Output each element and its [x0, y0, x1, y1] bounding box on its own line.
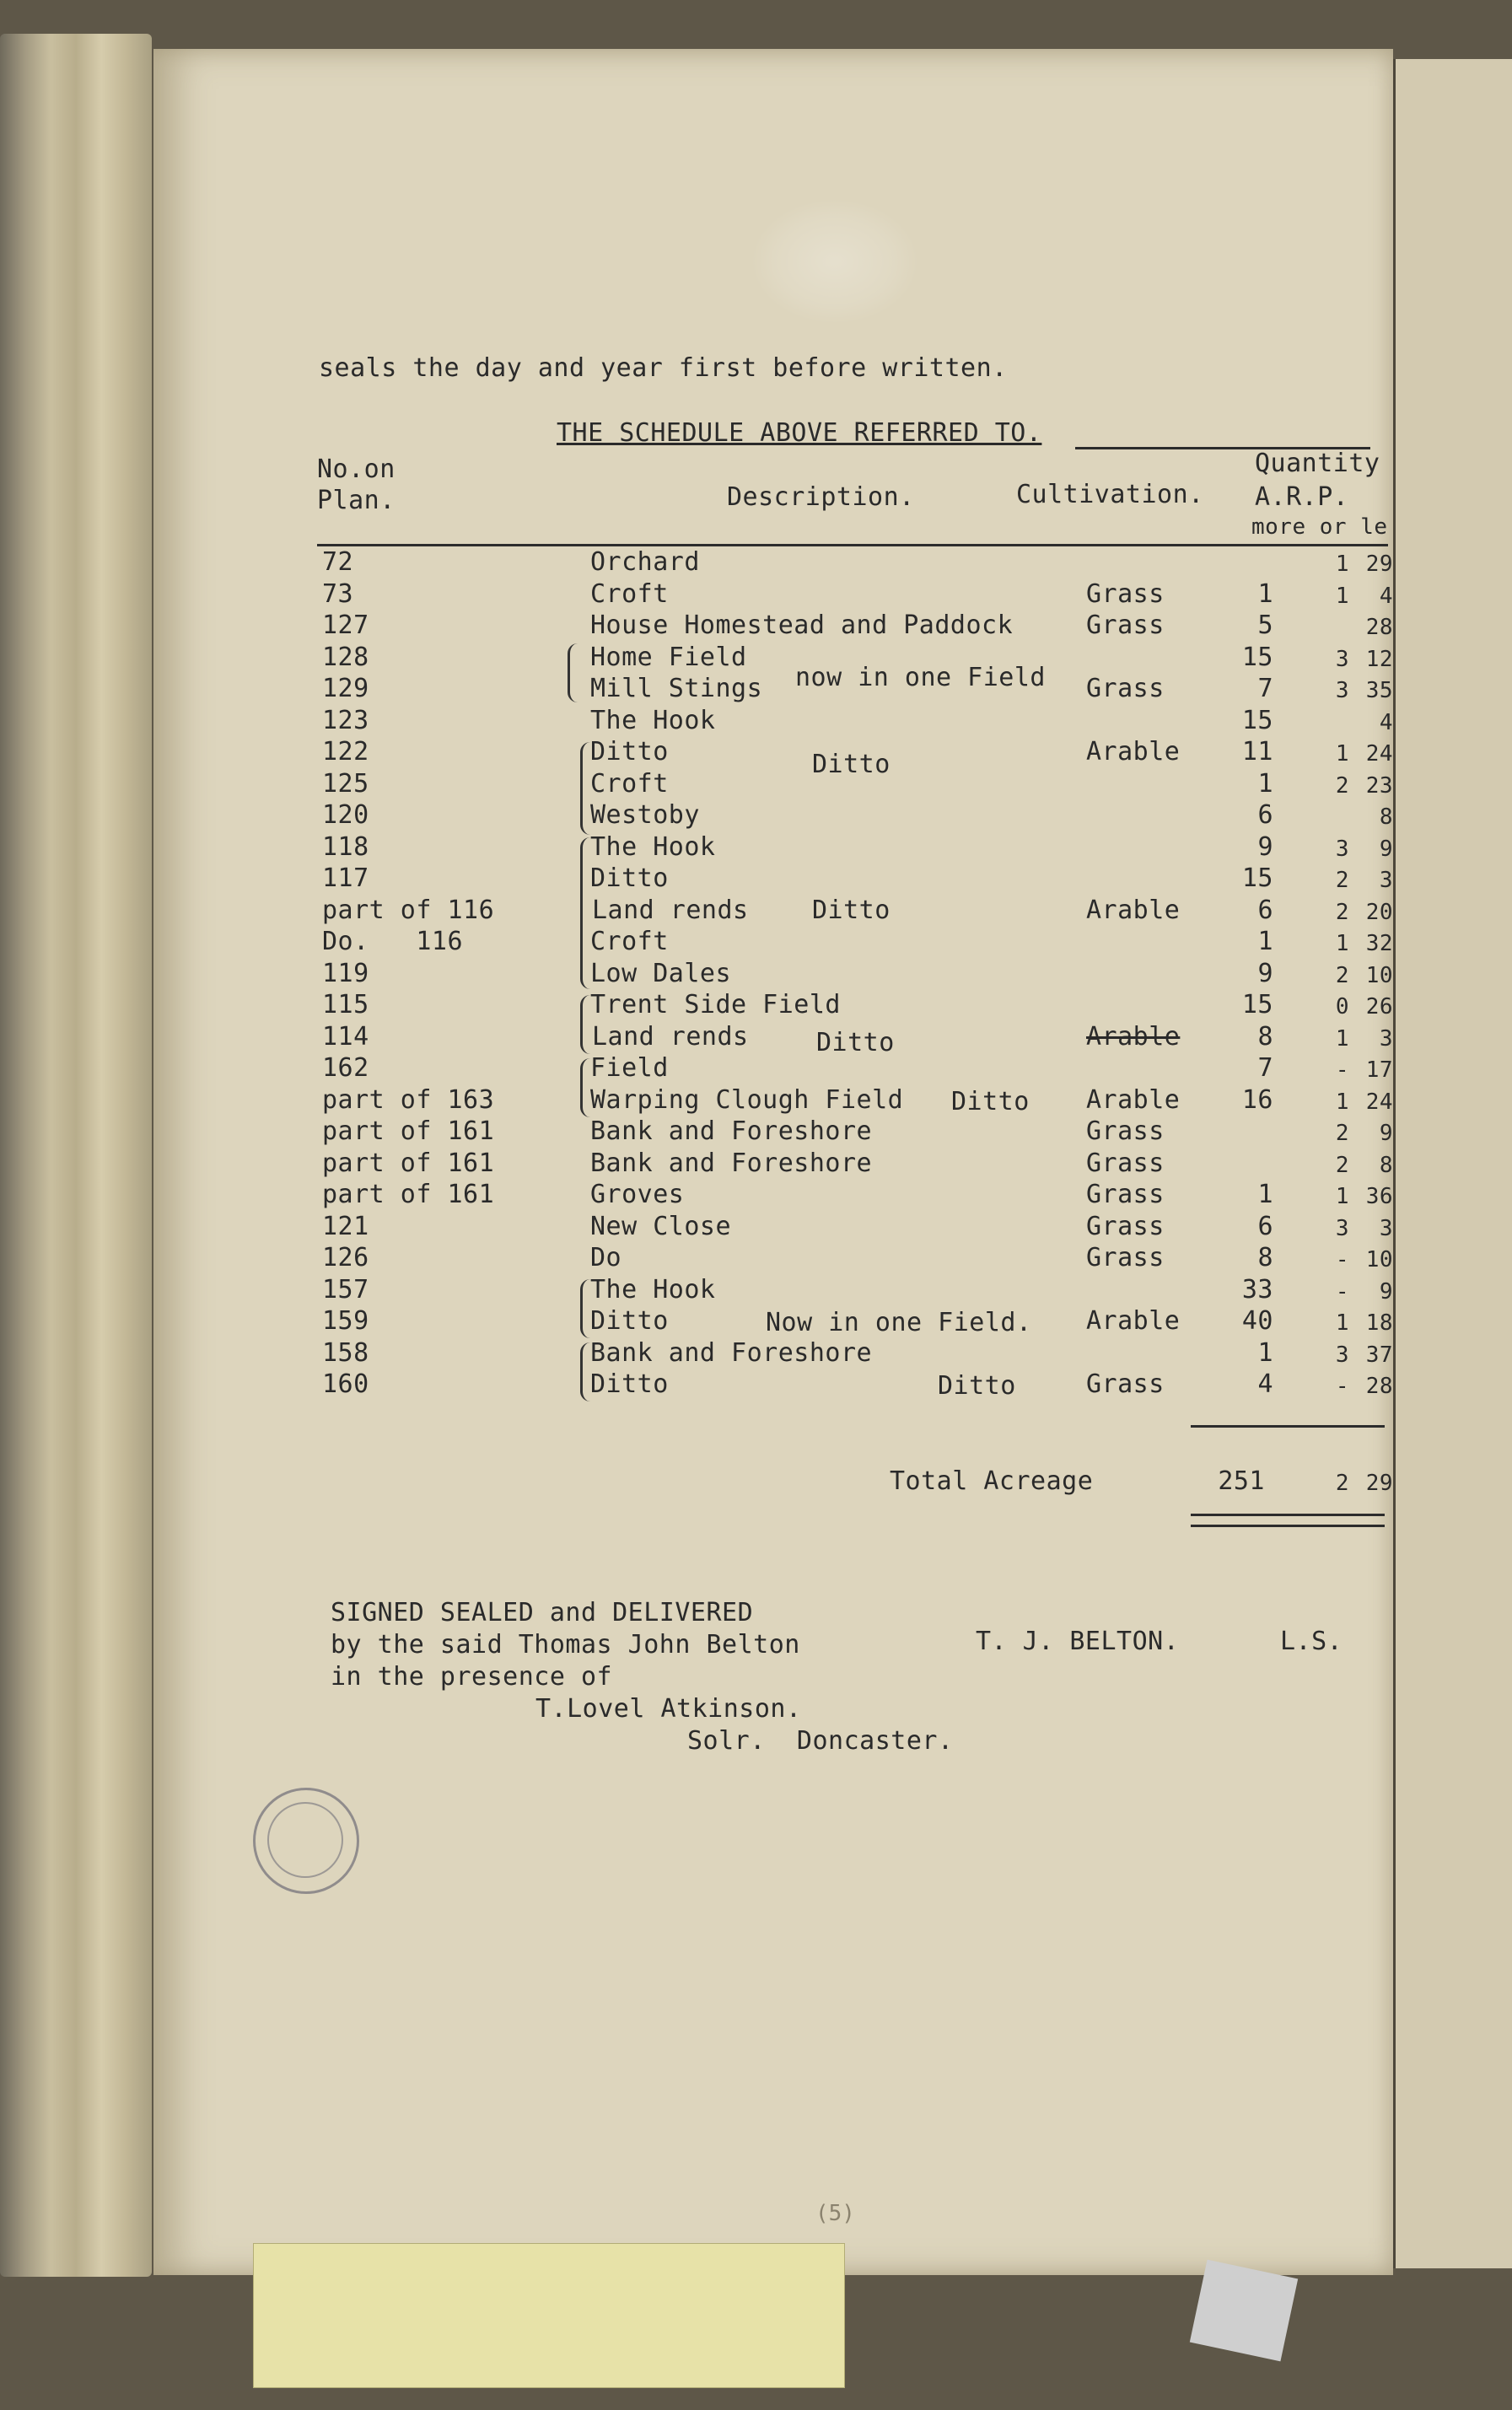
- row-acres: 1: [1257, 1180, 1273, 1209]
- row-acres: 9: [1257, 958, 1273, 988]
- row-perches: 4: [1379, 583, 1393, 609]
- registry-stamp-icon: [253, 1788, 359, 1894]
- signature-line-3: in the presence of: [331, 1662, 613, 1692]
- embossed-seal-icon: [751, 198, 919, 325]
- group-brace: [580, 995, 593, 1054]
- header-arp: A.R.P.: [1255, 482, 1349, 512]
- row-roods: -: [1335, 1057, 1349, 1083]
- row-plan-number: 128: [322, 642, 369, 672]
- total-top-rule: [1191, 1425, 1385, 1428]
- group-note: Now in one Field.: [766, 1308, 1032, 1337]
- row-perches: 23: [1365, 772, 1393, 799]
- header-quantity: Quantity: [1255, 449, 1380, 478]
- row-description: Croft: [590, 927, 669, 956]
- row-description: The Hook: [590, 705, 716, 735]
- row-description: Croft: [590, 768, 669, 799]
- row-perches: 20: [1365, 899, 1393, 925]
- row-cultivation: Grass: [1086, 1180, 1165, 1209]
- row-description: New Close: [590, 1211, 732, 1241]
- group-note: now in one Field: [795, 663, 1046, 692]
- row-roods: 1: [1335, 931, 1349, 956]
- row-plan-number: 125: [322, 768, 369, 799]
- row-description: Groves: [590, 1180, 685, 1209]
- row-acres: 4: [1257, 1369, 1273, 1399]
- witness-name: T.Lovel Atkinson.: [535, 1694, 802, 1724]
- row-perches: 17: [1365, 1057, 1393, 1083]
- row-perches: 9: [1379, 1121, 1393, 1146]
- row-perches: 36: [1365, 1184, 1393, 1209]
- row-roods: 0: [1335, 994, 1349, 1019]
- witness-role: Solr. Doncaster.: [687, 1726, 954, 1756]
- row-plan-number: 162: [322, 1053, 369, 1083]
- row-cultivation: Grass: [1086, 1211, 1165, 1241]
- row-description: Ditto: [590, 1306, 669, 1336]
- row-cultivation: Arable: [1086, 737, 1181, 767]
- row-perches: 28: [1365, 615, 1393, 640]
- row-perches: 8: [1379, 804, 1393, 830]
- header-plan: Plan.: [317, 486, 395, 515]
- row-acres: 15: [1241, 705, 1273, 735]
- row-description: Do: [590, 1243, 622, 1272]
- row-description: Bank and Foreshore: [590, 1116, 873, 1146]
- row-perches: 8: [1379, 1152, 1393, 1178]
- total-perches: 29: [1365, 1471, 1393, 1496]
- row-description: Trent Side Field: [590, 990, 841, 1019]
- row-description: Land rends: [592, 1021, 749, 1052]
- row-roods: 3: [1335, 678, 1349, 703]
- row-description: Land rends: [592, 895, 749, 925]
- row-description: Westoby: [590, 800, 700, 830]
- total-double-rule: [1191, 1525, 1385, 1527]
- row-plan-number: 117: [322, 863, 369, 893]
- total-roods: 2: [1335, 1471, 1349, 1496]
- row-acres: 6: [1257, 1211, 1273, 1241]
- row-roods: 1: [1335, 741, 1349, 767]
- row-plan-number: 127: [322, 611, 369, 640]
- row-perches: 4: [1379, 709, 1393, 735]
- row-plan-number: 118: [322, 831, 369, 862]
- row-acres: 16: [1241, 1084, 1273, 1115]
- row-description: The Hook: [590, 831, 716, 862]
- opening-line: seals the day and year first before written.: [319, 353, 1008, 383]
- bottom-paper-tab: [1190, 2260, 1298, 2362]
- row-plan-number: 126: [322, 1243, 369, 1272]
- group-note: Ditto: [951, 1087, 1030, 1116]
- row-perches: 29: [1365, 551, 1393, 577]
- row-acres: 9: [1257, 831, 1273, 862]
- row-perches: 9: [1379, 836, 1393, 862]
- row-description: Warping Clough Field: [590, 1084, 904, 1115]
- row-plan-number: part of 163: [322, 1084, 495, 1115]
- row-acres: 8: [1257, 1021, 1273, 1052]
- group-note: Ditto: [812, 750, 891, 779]
- row-acres: 7: [1257, 1053, 1273, 1083]
- row-roods: 1: [1335, 1310, 1349, 1336]
- row-description: Bank and Foreshore: [590, 1148, 873, 1178]
- row-acres: 40: [1241, 1306, 1273, 1336]
- row-plan-number: 123: [322, 705, 369, 735]
- group-brace: [580, 837, 593, 989]
- row-cultivation: Grass: [1086, 1116, 1165, 1146]
- row-cultivation: Arable: [1086, 895, 1181, 925]
- row-description: Ditto: [590, 737, 669, 767]
- row-description: Mill Stings: [590, 674, 763, 703]
- row-acres: 11: [1241, 737, 1273, 767]
- row-roods: -: [1335, 1247, 1349, 1272]
- row-cultivation: Arable: [1086, 1306, 1181, 1336]
- total-label: Total Acreage: [890, 1466, 1094, 1496]
- row-cultivation: Grass: [1086, 611, 1165, 640]
- row-acres: 8: [1257, 1243, 1273, 1272]
- row-acres: 15: [1241, 863, 1273, 893]
- signature-line-1: SIGNED SEALED and DELIVERED: [331, 1598, 754, 1627]
- row-perches: 32: [1365, 931, 1393, 956]
- row-perches: 3: [1379, 868, 1393, 893]
- row-plan-number: 122: [322, 737, 369, 767]
- row-cultivation: Grass: [1086, 674, 1165, 703]
- group-brace: [580, 1342, 593, 1401]
- group-brace: [580, 1058, 593, 1117]
- row-acres: 15: [1241, 642, 1273, 672]
- row-perches: 18: [1365, 1310, 1393, 1336]
- header-rule: [317, 544, 1388, 546]
- row-roods: 2: [1335, 1152, 1349, 1178]
- row-cultivation: Grass: [1086, 1369, 1165, 1399]
- row-plan-number: 115: [322, 990, 369, 1019]
- row-perches: 10: [1365, 1247, 1393, 1272]
- row-description: The Hook: [590, 1274, 716, 1305]
- row-acres: 1: [1257, 578, 1273, 609]
- row-plan-number: 158: [322, 1337, 369, 1368]
- row-acres: 1: [1257, 768, 1273, 799]
- row-acres: 1: [1257, 1337, 1273, 1368]
- row-roods: 2: [1335, 1121, 1349, 1146]
- row-acres: 15: [1241, 990, 1273, 1019]
- row-perches: 3: [1379, 1025, 1393, 1052]
- row-roods: 2: [1335, 962, 1349, 988]
- row-plan-number: 120: [322, 800, 369, 830]
- row-roods: 2: [1335, 868, 1349, 893]
- row-description: Field: [590, 1053, 669, 1083]
- row-description: Ditto: [590, 863, 669, 893]
- row-roods: 1: [1335, 1184, 1349, 1209]
- header-cultivation: Cultivation.: [1016, 480, 1204, 509]
- row-cultivation: Arable: [1086, 1084, 1181, 1115]
- group-note: Ditto: [816, 1028, 895, 1057]
- row-acres: 1: [1257, 927, 1273, 956]
- signature-line-2: by the said Thomas John Belton: [331, 1630, 800, 1660]
- row-description: Orchard: [590, 547, 700, 577]
- header-more-or-less: more or le: [1251, 514, 1388, 540]
- row-plan-number: 160: [322, 1369, 369, 1399]
- row-perches: 9: [1379, 1278, 1393, 1305]
- row-roods: 3: [1335, 1342, 1349, 1368]
- row-cultivation: Grass: [1086, 1148, 1165, 1178]
- row-roods: 1: [1335, 1025, 1349, 1052]
- row-cultivation: Arable: [1086, 1021, 1181, 1052]
- row-description: Low Dales: [590, 958, 732, 988]
- group-brace: [580, 742, 593, 835]
- row-description: Bank and Foreshore: [590, 1337, 873, 1368]
- row-plan-number: part of 116: [322, 895, 495, 925]
- row-roods: 1: [1335, 551, 1349, 577]
- row-plan-number: Do. 116: [322, 927, 464, 956]
- row-roods: 1: [1335, 1089, 1349, 1115]
- row-perches: 12: [1365, 646, 1393, 672]
- row-roods: 1: [1335, 583, 1349, 609]
- row-perches: 3: [1379, 1215, 1393, 1241]
- row-description: Ditto: [590, 1369, 669, 1399]
- total-bottom-rule: [1191, 1514, 1385, 1516]
- row-perches: 28: [1365, 1374, 1393, 1399]
- row-cultivation: Grass: [1086, 578, 1165, 609]
- row-acres: 33: [1241, 1274, 1273, 1305]
- row-description: House Homestead and Paddock: [590, 611, 1014, 640]
- row-plan-number: 121: [322, 1211, 369, 1241]
- row-acres: 6: [1257, 895, 1273, 925]
- row-perches: 24: [1365, 1089, 1393, 1115]
- group-brace: [580, 1279, 593, 1338]
- schedule-title: THE SCHEDULE ABOVE REFERRED TO.: [557, 418, 1042, 448]
- row-cultivation: Grass: [1086, 1243, 1165, 1272]
- row-roods: 3: [1335, 646, 1349, 672]
- row-perches: 37: [1365, 1342, 1393, 1368]
- facing-page-edge: [1393, 59, 1512, 2268]
- header-description: Description.: [727, 482, 915, 512]
- row-plan-number: 119: [322, 958, 369, 988]
- row-plan-number: 157: [322, 1274, 369, 1305]
- row-plan-number: 72: [322, 547, 354, 577]
- row-perches: 10: [1365, 962, 1393, 988]
- row-roods: 2: [1335, 899, 1349, 925]
- row-roods: 3: [1335, 836, 1349, 862]
- header-plan-no: No.on: [317, 455, 395, 484]
- group-note: Ditto: [812, 896, 891, 925]
- row-acres: 6: [1257, 800, 1273, 830]
- row-perches: 26: [1365, 994, 1393, 1019]
- row-plan-number: 73: [322, 578, 354, 609]
- row-acres: 5: [1257, 611, 1273, 640]
- book-binding: [0, 34, 152, 2277]
- row-plan-number: 114: [322, 1021, 369, 1052]
- row-plan-number: part of 161: [322, 1180, 495, 1209]
- row-description: Croft: [590, 578, 669, 609]
- total-acres: 251: [1218, 1466, 1265, 1496]
- group-note: Ditto: [938, 1371, 1016, 1401]
- row-plan-number: 159: [322, 1306, 369, 1336]
- row-perches: 24: [1365, 741, 1393, 767]
- row-plan-number: part of 161: [322, 1116, 495, 1146]
- row-roods: -: [1335, 1374, 1349, 1399]
- folio-number: (5): [815, 2201, 855, 2226]
- row-perches: 35: [1365, 678, 1393, 703]
- row-plan-number: part of 161: [322, 1148, 495, 1178]
- row-roods: 2: [1335, 772, 1349, 799]
- row-roods: -: [1335, 1278, 1349, 1305]
- group-brace: [568, 643, 580, 702]
- row-acres: 7: [1257, 674, 1273, 703]
- row-plan-number: 129: [322, 674, 369, 703]
- bottom-paper-slip: [253, 2243, 845, 2388]
- row-roods: 3: [1335, 1215, 1349, 1241]
- locus-sigilli: L.S.: [1280, 1627, 1343, 1656]
- row-description: Home Field: [590, 642, 747, 672]
- signer-name: T. J. BELTON.: [976, 1627, 1180, 1656]
